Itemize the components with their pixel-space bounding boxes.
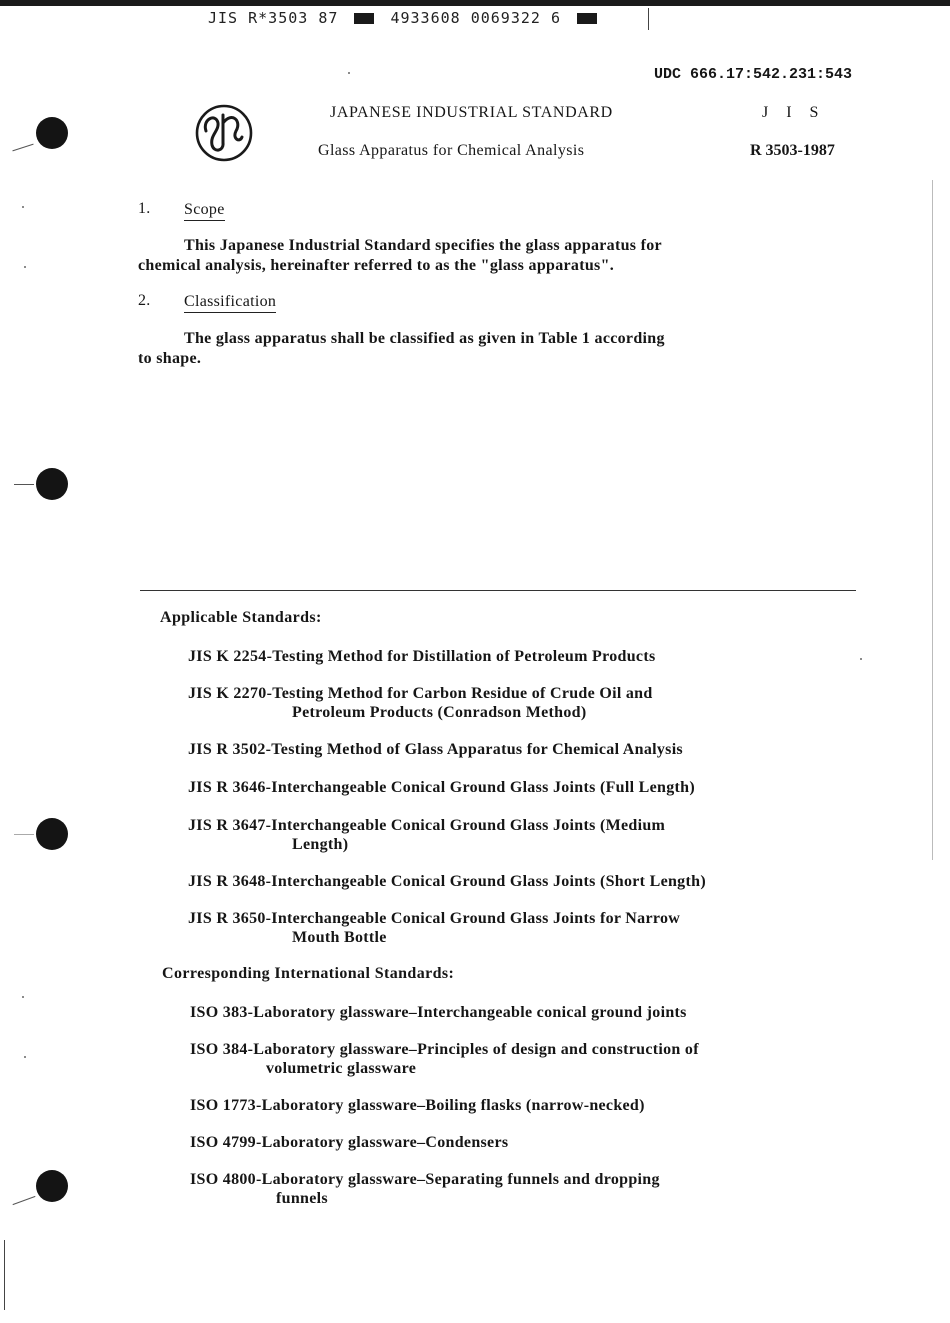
international-standard-item: ISO 1773-Laboratory glassware–Boiling flasks (narrow-necked) [190,1097,645,1114]
standard-number: R 3503-1987 [750,142,835,159]
udc-code: UDC 666.17:542.231:543 [653,66,852,83]
paragraph-line: to shape. [138,350,202,367]
scan-speck [24,266,26,268]
document-title: Glass Apparatus for Chemical Analysis [318,142,585,159]
applicable-standard-item: JIS K 2254-Testing Method for Distillation of Petroleum Products [188,648,656,665]
paragraph-line: The glass apparatus shall be classified as given in Table 1 according [184,330,665,347]
section-number: 1. [138,200,151,217]
catalog-code-right: 4933608 0069322 6 [390,9,561,27]
applicable-standard-item: JIS R 3646-Interchangeable Conical Ground Glass Joints (Full Length) [188,779,695,796]
paragraph-line: chemical analysis, hereinafter referred to as the "glass apparatus". [138,257,615,274]
scan-speck [348,72,350,74]
scan-edge [932,180,933,860]
footnote-divider [140,590,856,591]
scan-speck [22,206,24,208]
classification-paragraph [138,329,858,369]
scan-edge [648,8,649,30]
section-title: Classification [184,292,276,313]
catalog-code [208,9,603,27]
international-standards-heading: Corresponding International Standards: [162,965,455,982]
applicable-standard-item: JIS K 2270-Testing Method for Carbon Residue of Crude Oil and Petroleum Products (Conradson Method) [188,685,653,721]
section-number: 2. [138,292,151,309]
punch-hole [36,117,68,149]
redaction-bar [577,13,597,24]
scan-edge [4,1240,5,1310]
applicable-standard-item: JIS R 3502-Testing Method of Glass Apparatus for Chemical Analysis [188,741,683,758]
international-standard-item: ISO 384-Laboratory glassware–Principles of design and construction of volumetric glassware [190,1041,699,1077]
scope-paragraph [138,236,858,276]
scan-mark [14,834,34,835]
international-standard-item: ISO 383-Laboratory glassware–Interchangeable conical ground joints [190,1004,687,1021]
redaction-bar [354,13,374,24]
scan-mark [13,1196,36,1205]
scan-mark [12,144,33,152]
catalog-code-left: JIS R*3503 87 [208,9,339,27]
applicable-standards-heading: Applicable Standards: [160,609,322,626]
scan-mark [14,484,34,485]
section-title: Scope [184,200,225,221]
scan-speck [22,996,24,998]
international-standard-item: ISO 4799-Laboratory glassware–Condensers [190,1134,509,1151]
jis-logo-icon [192,101,256,165]
punch-hole [36,468,68,500]
standard-title: JAPANESE INDUSTRIAL STANDARD [330,104,613,121]
scan-top-border [0,0,950,6]
applicable-standard-item: JIS R 3647-Interchangeable Conical Ground Glass Joints (Medium Length) [188,817,666,853]
punch-hole [36,1170,68,1202]
paragraph-line: This Japanese Industrial Standard specifies the glass apparatus for [184,237,662,254]
punch-hole [36,818,68,850]
international-standard-item: ISO 4800-Laboratory glassware–Separating funnels and dropping funnels [190,1171,660,1207]
applicable-standard-item: JIS R 3648-Interchangeable Conical Ground Glass Joints (Short Length) [188,873,706,890]
jis-label: J I S [762,104,826,121]
applicable-standard-item: JIS R 3650-Interchangeable Conical Ground Glass Joints for Narrow Mouth Bottle [188,910,681,946]
scan-speck [24,1056,26,1058]
scan-speck [860,658,862,660]
